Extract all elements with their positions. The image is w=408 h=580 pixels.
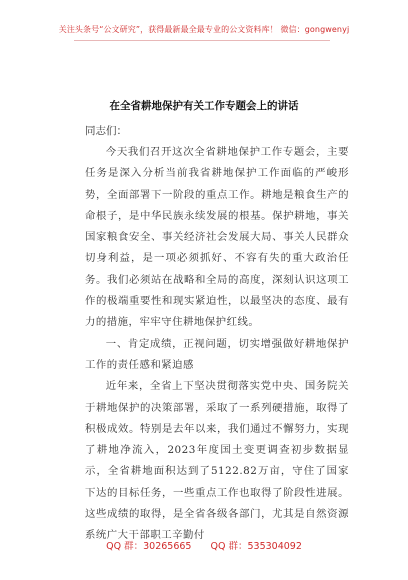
paragraph-list — [85, 142, 349, 547]
salutation: 同志们： — [85, 125, 127, 137]
paragraph-intro: 今天我们召开这次全省耕地保护工作专题会，主要任务是深入分析当前我省耕地保护工作面临的严峻形势，全面部署下一阶段的重点工作。耕地是粮食生产的命根子，是中华民族永续发展的根基。保护耕地，事关国家粮食安全、事关经济社会发展大局、事关人民群众切身利益，是一项必须抓好、不容有失的重大政治任务。我们必须站在战略和全局的高度，深刻认识这项工作的极端重要性和现实紧迫性，以最坚决的态度、最有力的措施，牢牢守住耕地保护红线。 — [85, 146, 349, 329]
header-divider — [74, 40, 330, 41]
footer-contacts — [0, 538, 408, 552]
promo-banner: 关注头条号“公文研究”，获得最新最全最专业的公文资料库！ 微信：gongwenyj — [58, 25, 350, 34]
document-title: 在全省耕地保护有关工作专题会上的讲话 — [109, 100, 299, 112]
paragraph-achievements: 近年来，全省上下坚决贯彻落实党中央、国务院关于耕地保护的决策部署，采取了一系列硬措施，取得了积极成效。特别是去年以来，我们通过不懈努力，实现了耕地净流入，2023年度国土变更调查初步数据显示，全省耕地面积达到了5122.82万亩，守住了国家下达的目标任务，一些重点工作也取得了阶段性进展。这些成绩的取得，是全省各级各部门，尤其是自然资源系统广大干部职工辛勤付 — [85, 380, 349, 542]
section-heading-1: 一、肯定成绩，正视问题，切实增强做好耕地保护工作的责任感和紧迫感 — [85, 337, 349, 371]
qq-group-2: QQ 群：535304092 — [210, 541, 302, 552]
qq-group-1: QQ 群：30265665 — [106, 541, 192, 552]
